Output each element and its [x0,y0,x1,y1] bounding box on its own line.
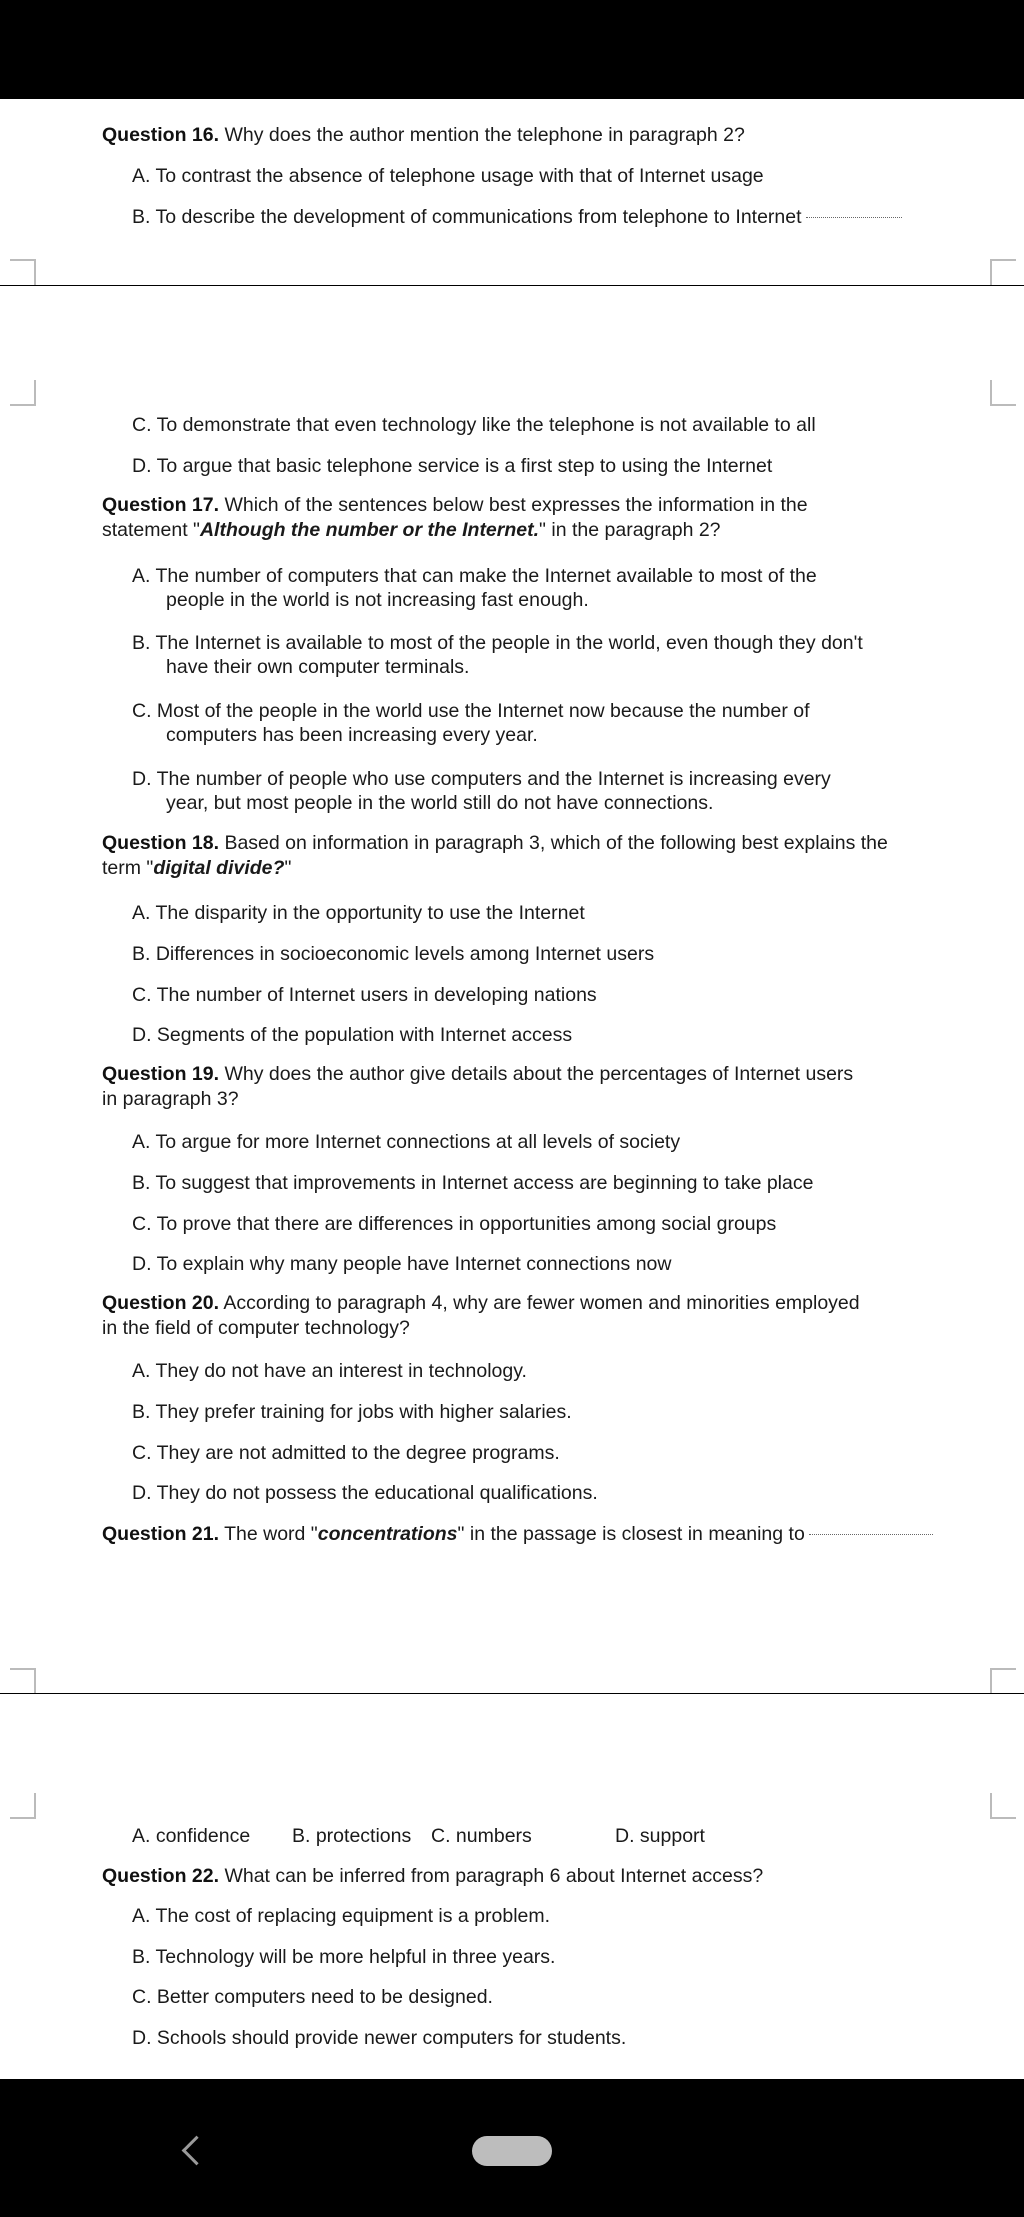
q16-option-a: A. To contrast the absence of telephone usage with that of Internet usage [132,165,764,187]
status-bar [0,0,1024,99]
q17-option-d-cont: year, but most people in the world still do not have connections. [166,792,714,814]
q17-option-b: B. The Internet is available to most of the people in the world, even though they don't [132,632,863,654]
quoted-statement: Although the number or the Internet. [199,519,540,541]
crop-mark [10,259,36,285]
q22-option-c: C. Better computers need to be designed. [132,1986,493,2008]
question-text: Based on information in paragraph 3, which of the following best explains the [219,832,888,854]
option-text: B. To describe the development of communications from telephone to Internet [132,206,802,228]
question-19 [102,1061,853,1087]
q21-option-b: B. protections [292,1825,412,1847]
question-text: " in the paragraph 2? [539,519,721,541]
question-label: Question 20. [102,1292,220,1314]
q19-option-b: B. To suggest that improvements in Internet access are beginning to take place [132,1172,814,1194]
q17-option-a-cont: people in the world is not increasing fast enough. [166,589,589,611]
question-label: Question 19. [102,1063,220,1085]
question-22 [102,1863,763,1889]
question-text: Which of the sentences below best expresses the information in the [219,494,808,516]
question-text: Why does the author give details about the percentages of Internet users [219,1063,854,1085]
q18-option-b: B. Differences in socioeconomic levels among Internet users [132,943,655,965]
q18-option-c: C. The number of Internet users in developing nations [132,984,597,1006]
q18-option-d: D. Segments of the population with Internet access [132,1024,573,1046]
question-21 [102,1521,933,1547]
q20-option-b: B. They prefer training for jobs with higher salaries. [132,1401,572,1423]
q18-option-a: A. The disparity in the opportunity to use the Internet [132,902,585,924]
question-16 [102,122,745,148]
answer-blank [809,1534,933,1535]
question-label: Question 18. [102,832,220,854]
question-text: The word " [219,1523,318,1545]
q21-option-a: A. confidence [132,1825,251,1847]
question-text: term " [102,857,154,879]
q16-option-b [132,204,902,230]
crop-mark [10,1793,36,1819]
q17-option-b-cont: have their own computer terminals. [166,656,470,678]
quoted-word: concentrations [317,1523,458,1545]
question-label: Question 17. [102,494,220,516]
q20-option-c: C. They are not admitted to the degree programs. [132,1442,560,1464]
document-page-3 [0,1694,1024,2079]
crop-mark [990,380,1016,406]
q22-option-b: B. Technology will be more helpful in three years. [132,1946,556,1968]
question-18 [102,830,888,856]
crop-mark [10,1668,36,1693]
quoted-term: digital divide? [153,857,285,879]
q16-option-d: D. To argue that basic telephone service is a first step to using the Internet [132,455,773,477]
question-text: Why does the author mention the telephone in paragraph 2? [219,124,745,146]
document-page-1 [0,99,1024,285]
q17-option-d: D. The number of people who use computers and the Internet is increasing every [132,768,831,790]
question-19-line-2: in paragraph 3? [102,1088,239,1110]
question-20-line-2: in the field of computer technology? [102,1317,410,1339]
q19-option-c: C. To prove that there are differences in opportunities among social groups [132,1213,777,1235]
question-text: According to paragraph 4, why are fewer women and minorities employed [219,1292,860,1314]
q19-option-a: A. To argue for more Internet connections at all levels of society [132,1131,681,1153]
question-text: " [284,857,292,879]
crop-mark [10,380,36,406]
question-17 [102,492,808,518]
q17-option-a: A. The number of computers that can make the Internet available to most of the [132,565,817,587]
q21-option-c: C. numbers [431,1825,532,1847]
document-page-2 [0,286,1024,1693]
home-pill-icon[interactable] [472,2136,552,2166]
q20-option-d: D. They do not possess the educational qualifications. [132,1482,598,1504]
question-label: Question 22. [102,1865,220,1887]
crop-mark [990,1668,1016,1693]
q20-option-a: A. They do not have an interest in technology. [132,1360,527,1382]
question-text: What can be inferred from paragraph 6 about Internet access? [219,1865,764,1887]
q21-option-d: D. support [615,1825,705,1847]
q19-option-d: D. To explain why many people have Internet connections now [132,1253,672,1275]
question-text: " in the passage is closest in meaning to [457,1523,805,1545]
question-18-line-2 [102,855,291,881]
question-label: Question 21. [102,1523,220,1545]
question-17-line-2 [102,517,721,543]
question-label: Question 16. [102,124,220,146]
question-text: statement " [102,519,200,541]
q16-option-c: C. To demonstrate that even technology like the telephone is not available to all [132,414,816,436]
question-20 [102,1290,860,1316]
answer-blank [806,217,902,218]
q22-option-d: D. Schools should provide newer computers for students. [132,2027,627,2049]
q17-option-c-cont: computers has been increasing every year. [166,724,538,746]
crop-mark [990,259,1016,285]
q22-option-a: A. The cost of replacing equipment is a problem. [132,1905,551,1927]
crop-mark [990,1793,1016,1819]
q17-option-c: C. Most of the people in the world use the Internet now because the number of [132,700,810,722]
